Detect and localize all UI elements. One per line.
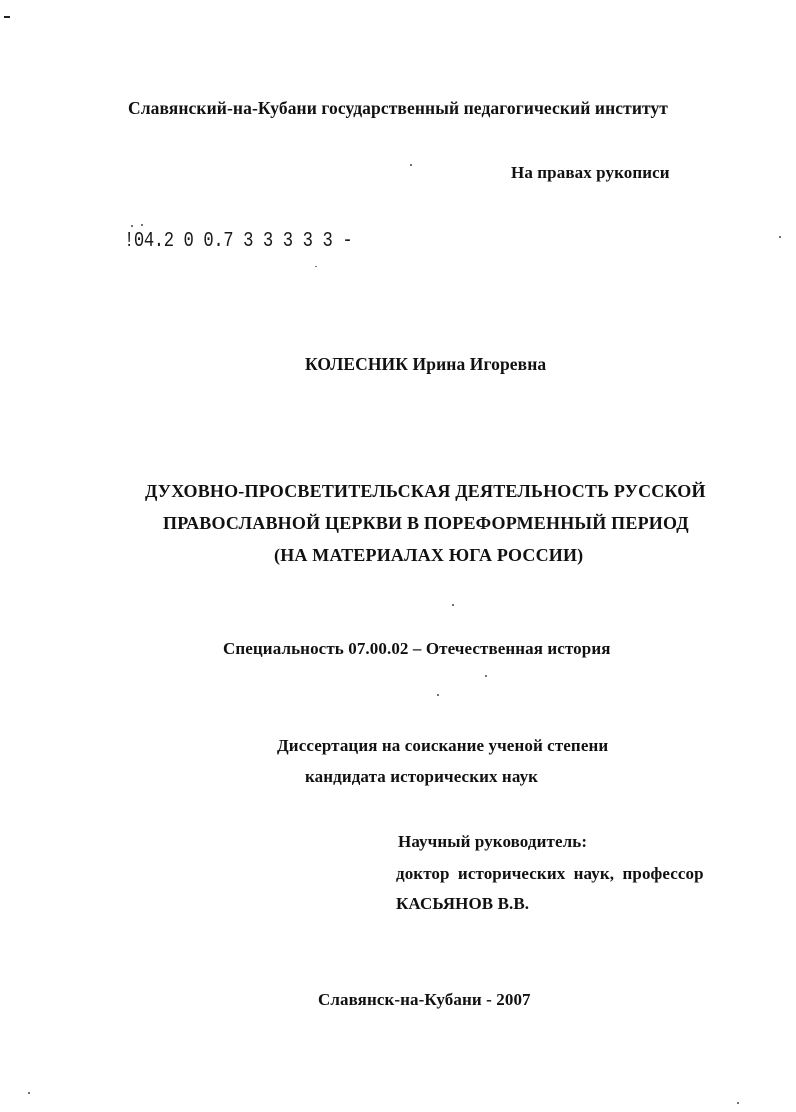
specialty: Специальность 07.00.02 – Отечественная история xyxy=(223,639,611,658)
dissertation-degree-line: кандидата исторических наук xyxy=(305,767,539,786)
scan-speck xyxy=(437,694,439,696)
scan-speck xyxy=(737,1102,739,1104)
scan-speck xyxy=(315,266,317,267)
title-line: ПРАВОСЛАВНОЙ ЦЕРКВИ В ПОРЕФОРМЕННЫЙ ПЕРИОД xyxy=(163,513,689,533)
rights-notice: На правах рукописи xyxy=(511,163,670,182)
institute-name: Славянский-на-Кубани государственный педагогический институт xyxy=(127,98,669,118)
title-line: ДУХОВНО-ПРОСВЕТИТЕЛЬСКАЯ ДЕЯТЕЛЬНОСТЬ РУССКОЙ xyxy=(145,481,706,501)
supervisor-label: Научный руководитель: xyxy=(398,832,588,851)
scan-mark xyxy=(4,16,10,18)
title-line: (НА МАТЕРИАЛАХ ЮГА РОССИИ) xyxy=(274,545,584,565)
scan-speck xyxy=(131,225,133,227)
scan-speck xyxy=(28,1092,30,1094)
registry-stamp: !04.2 0 0.7 3 3 3 3 3 - xyxy=(124,230,353,253)
scan-speck xyxy=(779,236,781,238)
supervisor-name: КАСЬЯНОВ В.В. xyxy=(396,894,530,913)
scan-speck xyxy=(485,675,487,677)
scan-speck xyxy=(452,604,454,606)
scan-speck xyxy=(410,164,412,166)
author-name: КОЛЕСНИК Ирина Игоревна xyxy=(305,354,547,374)
scan-speck xyxy=(141,224,143,226)
supervisor-degree: доктор исторических наук, профессор xyxy=(396,864,704,883)
city-year: Славянск-на-Кубани - 2007 xyxy=(318,990,531,1009)
dissertation-degree-line: Диссертация на соискание ученой степени xyxy=(277,736,609,755)
